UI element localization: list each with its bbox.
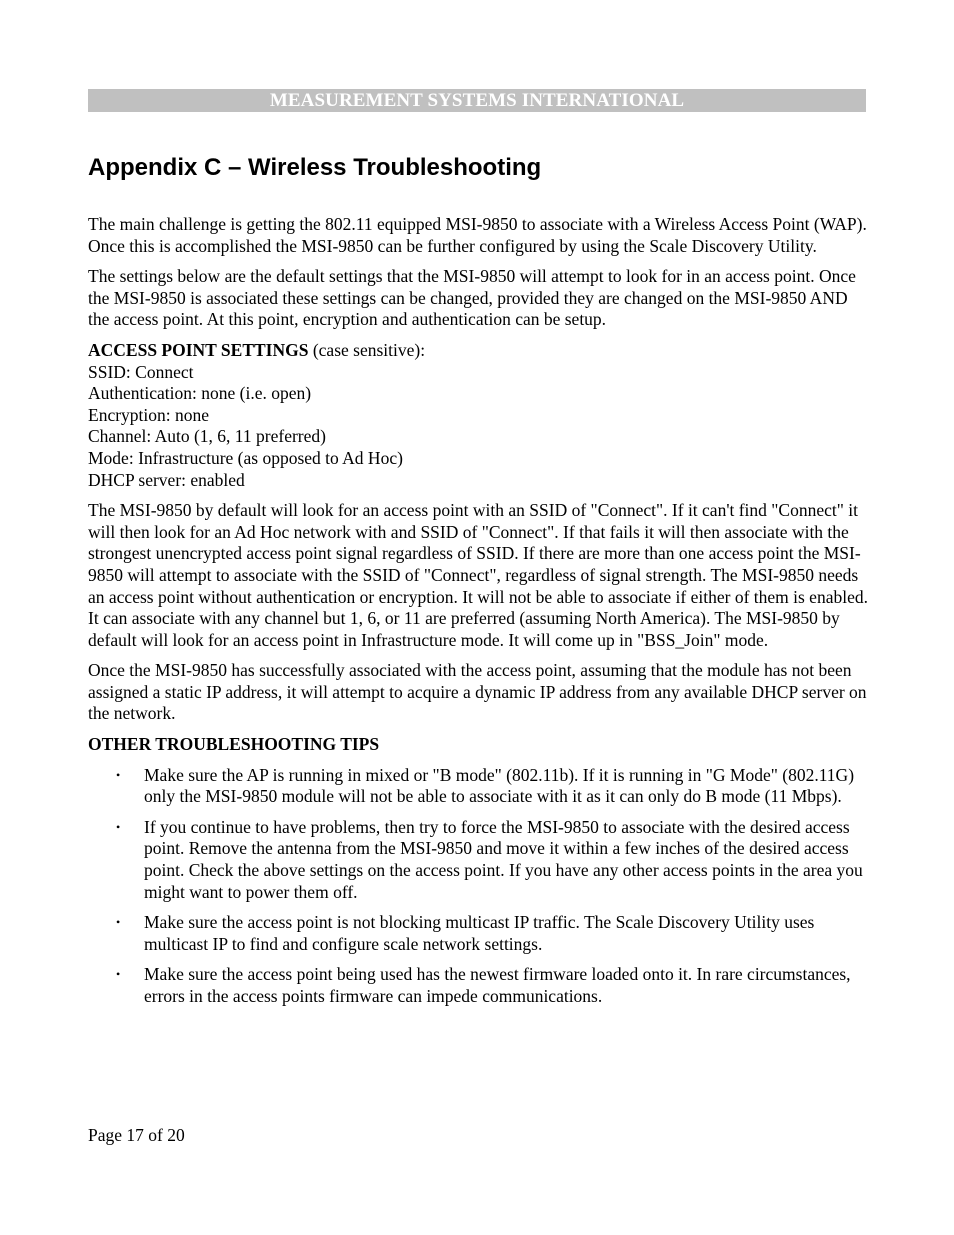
tips-heading: OTHER TROUBLESHOOTING TIPS — [88, 734, 380, 755]
page-number: Page 17 of 20 — [88, 1125, 185, 1145]
behavior-paragraph: The MSI-9850 by default will look for an access point with an SSID of "Connect". If it can't find "Connect" it will then look for an Ad Hoc network with and SSID of "Connect". If that fails it will then associate with the strongest unencrypted access point signal regardless of SSID. If there are more than one access point the MSI-9850 will attempt to associate with the SSID of "Connect", regardless of signal strength. The MSI-9850 needs an access point without authentication or encryption. It will not be able to associate if either of them is enabled. It can associate with any channel but 1, 6, or 11 are preferred (assuming North America). The MSI-9850 by default will look for an access point in Infrastructure mode. It will come up in "BSS_Join" mode. — [88, 500, 868, 650]
defaults-paragraph: The settings below are the default settings that the MSI-9850 will attempt to look for in an access point. Once the MSI-9850 is associated these settings can be changed, provided they are changed on the MSI-9850 AND the access point. At this point, encryption and authentication can be setup. — [88, 266, 856, 330]
header-banner: MEASUREMENT SYSTEMS INTERNATIONAL — [88, 89, 866, 112]
list-item — [88, 912, 868, 955]
list-item — [88, 765, 868, 808]
setting-ssid: SSID: Connect — [88, 361, 194, 382]
tips-list — [88, 765, 868, 1008]
access-point-settings — [88, 340, 868, 491]
settings-heading-line — [88, 340, 868, 362]
settings-heading-note: (case sensitive): — [308, 339, 426, 360]
dhcp-paragraph: Once the MSI-9850 has successfully associated with the access point, assuming that the module has not been assigned a static IP address, it will attempt to acquire a dynamic IP address from any available DHCP server on the network. — [88, 660, 867, 724]
setting-authentication: Authentication: none (i.e. open) — [88, 383, 312, 404]
setting-mode: Mode: Infrastructure (as opposed to Ad Hoc) — [88, 447, 403, 468]
setting-dhcp-server: DHCP server: enabled — [88, 469, 245, 490]
list-item — [88, 964, 868, 1007]
tip-text: If you continue to have problems, then try to force the MSI-9850 to associate with the desired access point. Remove the antenna from the MSI-9850 and move it within a few inches of the desired access point. Check the above settings on the access point. If you have any other access points in the area you might want to power them off. — [144, 816, 863, 902]
list-item — [88, 817, 868, 903]
tip-text: Make sure the access point being used has the newest firmware loaded onto it. In rare circumstances, errors in the access points firmware can impede communications. — [144, 964, 851, 1006]
bullet-icon: • — [116, 767, 121, 782]
bullet-icon: • — [116, 967, 121, 982]
page-title: Appendix C – Wireless Troubleshooting — [88, 154, 542, 181]
intro-paragraph: The main challenge is getting the 802.11 equipped MSI-9850 to associate with a Wireless Access Point (WAP). Once this is accomplished the MSI-9850 can be further configured by using the Scale Discovery Utility. — [88, 214, 867, 256]
bullet-icon: • — [116, 915, 121, 930]
setting-encryption: Encryption: none — [88, 404, 210, 425]
document-body — [88, 214, 868, 1017]
setting-channel: Channel: Auto (1, 6, 11 preferred) — [88, 426, 326, 447]
tip-text: Make sure the access point is not blocking multicast IP traffic. The Scale Discovery Utility uses multicast IP to find and configure scale network settings. — [144, 912, 815, 954]
tip-text: Make sure the AP is running in mixed or "B mode" (802.11b). If it is running in "G Mode" (802.11G) only the MSI-9850 module will not be able to associate with it as it can only do B mode (11 Mbps). — [144, 764, 855, 807]
settings-heading: ACCESS POINT SETTINGS — [88, 339, 309, 360]
bullet-icon: • — [116, 819, 121, 834]
